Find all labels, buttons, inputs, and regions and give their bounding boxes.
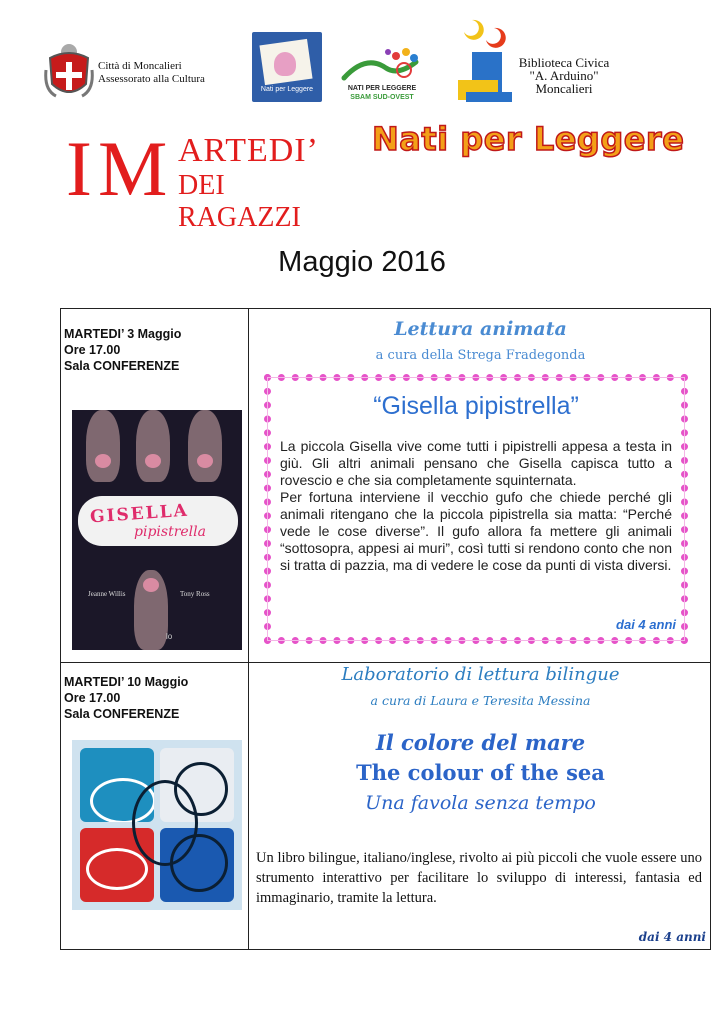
- library-logo-icon: [456, 18, 516, 104]
- npl-sbam-line1: NATI PER LEGGERE: [347, 85, 417, 92]
- event-2-title-en: The colour of the sea: [356, 760, 605, 785]
- logo-letter-i: I: [66, 125, 92, 212]
- event-2-activity: Laboratorio di lettura bilingue: [341, 664, 620, 685]
- city-line: Città di Moncalieri: [98, 60, 182, 72]
- bat-icon: [86, 410, 120, 482]
- event-2-title-it: Il colore del mare: [375, 730, 586, 755]
- library-line3: Moncalieri: [535, 81, 593, 96]
- event-day: MARTEDI’ 3 Maggio: [64, 327, 182, 341]
- table-column-divider: [248, 308, 249, 950]
- month-title: Maggio 2016: [278, 246, 446, 278]
- event-day: MARTEDI’ 10 Maggio: [64, 675, 189, 689]
- event-room: Sala CONFERENZE: [64, 359, 180, 373]
- npl-logo-label: Nati per Leggere: [260, 86, 314, 93]
- nati-per-leggere-title: Nati per Leggere: [372, 120, 685, 158]
- event-2-age: dai 4 anni: [638, 930, 706, 944]
- logo-martedi: ARTEDI’: [178, 132, 319, 169]
- event-2-description: Un libro bilingue, italiano/inglese, rivolto ai più piccoli che vuole essere uno strumento interattivo per facilitare lo sviluppo di interessi, fantasia ed immaginario, tramite la lettura.: [256, 850, 702, 906]
- event-time: Ore 17.00: [64, 343, 121, 357]
- event-1-age: dai 4 anni: [616, 617, 676, 632]
- city-assessorato-text: [98, 60, 205, 86]
- event-1-curator: a cura della Strega Fradegonda: [375, 348, 586, 363]
- npl-sbam-line2: SBAM SUD-OVEST: [350, 94, 414, 101]
- city-crest-icon: [44, 40, 94, 100]
- npl-sbam-label: [336, 84, 428, 102]
- event-2-curator: a cura di Laura e Teresita Messina: [370, 693, 591, 708]
- cover-subtitle: pipistrella: [134, 524, 206, 540]
- library-line1: Biblioteca Civica: [518, 55, 610, 70]
- event-2-subtitle: Una favola senza tempo: [365, 792, 596, 814]
- cover-illustrator: Tony Ross: [180, 590, 210, 598]
- description-paragraph: Per fortuna interviene il vecchio gufo che chiede perché gli animali ritengano che la piccola pipistrella sia matta: “Perché vede le cose diverse”. Il gufo allora fa mettere gli animali “sottosopra, appesi ai muri”, così tutti si rendono conto che non si tratta di pazzia, ma di vedere le cose da punti di vista diversi.: [280, 489, 672, 573]
- logo-letter-m: M: [98, 125, 168, 212]
- child-reading-icon: [274, 52, 296, 76]
- table-row-divider: [60, 662, 711, 663]
- library-line2: "A. Arduino": [529, 68, 599, 83]
- swirl-decoration: [132, 780, 198, 866]
- martedi-dei-ragazzi-logo: [66, 125, 319, 233]
- cover-author: Jeanne Willis: [88, 590, 126, 598]
- description-paragraph: La piccola Gisella vive come tutti i pipistrelli appesa a testa in giù. Gli altri animali pensano che Gisella capisca tutto a rovescio e che sia completamente squinternata.: [280, 438, 672, 488]
- event-2-when: [64, 674, 188, 722]
- logo-dei-ragazzi: DEI RAGAZZI: [178, 170, 301, 233]
- library-name: [510, 56, 618, 95]
- book-cover-colore-del-mare: [72, 740, 242, 910]
- assessorato-line: Assessorato alla Cultura: [98, 73, 205, 85]
- bat-icon: [188, 410, 222, 482]
- bat-icon: [136, 410, 170, 482]
- event-room: Sala CONFERENZE: [64, 707, 180, 721]
- cover-publisher: lo: [166, 632, 173, 641]
- event-1-when: [64, 326, 181, 374]
- event-1-activity: Lettura animata: [394, 318, 567, 340]
- event-time: Ore 17.00: [64, 691, 121, 705]
- book-cover-gisella: [72, 410, 242, 650]
- bat-icon: [134, 570, 168, 650]
- event-1-book-title: “Gisella pipistrella”: [373, 392, 579, 420]
- event-1-description: [280, 438, 672, 574]
- cover-title: GISELLA: [89, 500, 190, 528]
